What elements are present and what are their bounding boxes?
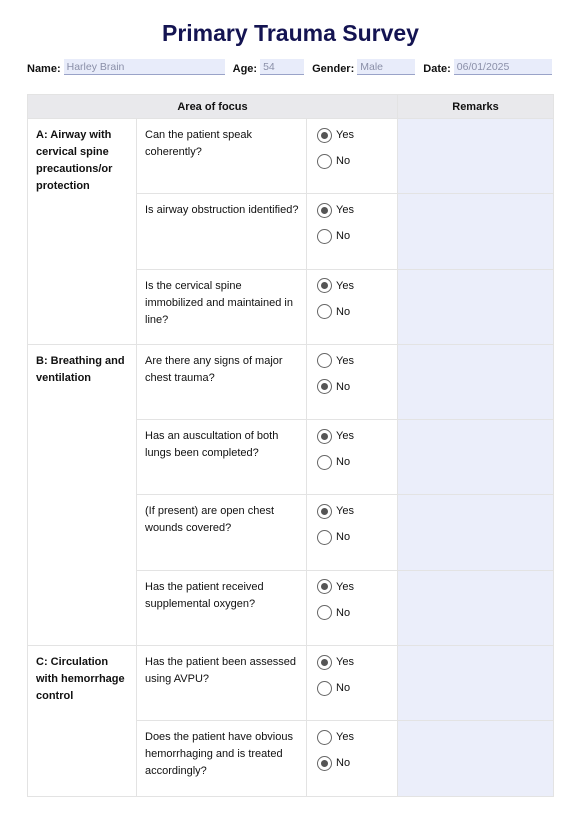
radio-label-yes: Yes — [336, 129, 354, 141]
question-text: Is airway obstruction identified? — [137, 194, 307, 269]
remarks-field[interactable] — [398, 344, 554, 419]
table-row — [28, 344, 554, 419]
radio-label-yes: Yes — [336, 731, 354, 744]
remarks-field[interactable] — [398, 495, 554, 570]
section-title: A: Airway with cervical spine precautions/or protection — [28, 119, 137, 345]
question-text: (If present) are open chest wounds covered? — [137, 495, 307, 570]
radio-label-no: No — [336, 380, 351, 393]
table-row — [28, 646, 554, 721]
radio-label-yes: Yes — [336, 354, 354, 367]
radio-label-no: No — [336, 305, 351, 318]
radio-no[interactable] — [317, 304, 332, 319]
answer-radio-group — [307, 721, 398, 796]
radio-label-no: No — [336, 230, 351, 243]
radio-label-yes: Yes — [336, 656, 354, 669]
radio-yes[interactable] — [317, 353, 332, 368]
question-text: Has the patient been assessed using AVPU? — [137, 646, 307, 721]
remarks-field[interactable] — [398, 194, 554, 269]
answer-radio-group — [307, 194, 398, 269]
radio-no-checked[interactable] — [317, 379, 332, 394]
radio-label-yes: Yes — [336, 580, 354, 593]
radio-option-yes[interactable] — [317, 427, 397, 445]
header-remarks: Remarks — [398, 95, 554, 119]
radio-option-no[interactable] — [317, 453, 397, 471]
patient-info-row — [27, 57, 552, 75]
radio-no[interactable] — [317, 229, 332, 244]
question-text: Does the patient have obvious hemorrhaging and is treated accordingly? — [137, 721, 307, 796]
name-field[interactable]: Harley Brain — [64, 59, 225, 75]
age-label: Age: — [232, 63, 258, 75]
radio-label-yes: Yes — [336, 204, 354, 217]
radio-yes-checked[interactable] — [317, 504, 332, 519]
remarks-field[interactable] — [398, 269, 554, 344]
page-title: Primary Trauma Survey — [162, 20, 419, 46]
name-label: Name: — [27, 63, 61, 75]
radio-label-no: No — [336, 757, 351, 770]
radio-yes-checked[interactable] — [317, 429, 332, 444]
question-text: Are there any signs of major chest trauma? — [137, 344, 307, 419]
radio-yes-checked[interactable] — [317, 655, 332, 670]
remarks-field[interactable] — [398, 721, 554, 796]
radio-label-yes: Yes — [336, 430, 354, 443]
radio-no[interactable] — [317, 455, 332, 470]
remarks-field[interactable] — [398, 646, 554, 721]
gender-field[interactable]: Male — [357, 59, 415, 75]
question-text: Has an auscultation of both lungs been completed? — [137, 420, 307, 495]
answer-radio-group — [307, 119, 398, 194]
section-title: C: Circulation with hemorrhage control — [28, 646, 137, 797]
answer-radio-group — [307, 269, 398, 344]
radio-label-yes: Yes — [336, 505, 354, 518]
question-text: Has the patient received supplemental oxygen? — [137, 570, 307, 645]
radio-option-no[interactable] — [317, 378, 397, 396]
radio-label-no: No — [336, 682, 351, 695]
radio-option-yes[interactable] — [317, 277, 397, 295]
radio-label-no: No — [336, 155, 351, 167]
header-area-of-focus: Area of focus — [28, 95, 398, 119]
table-row — [28, 119, 554, 194]
radio-option-no[interactable] — [317, 303, 397, 321]
radio-option-yes[interactable] — [317, 578, 397, 596]
radio-option-yes[interactable] — [317, 201, 397, 219]
radio-option-no[interactable] — [317, 152, 397, 170]
radio-option-no[interactable] — [317, 604, 397, 622]
radio-label-yes: Yes — [336, 279, 354, 292]
radio-option-yes[interactable] — [317, 728, 397, 746]
radio-yes-checked[interactable] — [317, 203, 332, 218]
radio-option-yes[interactable] — [317, 352, 397, 370]
answer-radio-group — [307, 570, 398, 645]
radio-option-no[interactable] — [317, 754, 397, 772]
age-field[interactable]: 54 — [260, 59, 304, 75]
radio-no[interactable] — [317, 530, 332, 545]
answer-radio-group — [307, 495, 398, 570]
remarks-field[interactable] — [398, 119, 554, 194]
radio-label-no: No — [336, 606, 351, 619]
remarks-field[interactable] — [398, 420, 554, 495]
answer-radio-group — [307, 646, 398, 721]
radio-no[interactable] — [317, 154, 332, 169]
radio-option-no[interactable] — [317, 227, 397, 245]
radio-option-no[interactable] — [317, 528, 397, 546]
answer-radio-group — [307, 344, 398, 419]
radio-label-no: No — [336, 456, 351, 469]
radio-yes-checked[interactable] — [317, 278, 332, 293]
radio-option-yes[interactable] — [317, 502, 397, 520]
date-label: Date: — [423, 63, 451, 75]
radio-no[interactable] — [317, 605, 332, 620]
answer-radio-group — [307, 420, 398, 495]
radio-option-no[interactable] — [317, 679, 397, 697]
section-title: B: Breathing and ventilation — [28, 344, 137, 645]
radio-option-yes[interactable] — [317, 653, 397, 671]
remarks-field[interactable] — [398, 570, 554, 645]
radio-label-no: No — [336, 531, 351, 544]
radio-option-yes[interactable] — [317, 126, 397, 144]
question-text: Is the cervical spine immobilized and maintained in line? — [137, 269, 307, 344]
radio-yes-checked[interactable] — [317, 128, 332, 143]
radio-yes[interactable] — [317, 730, 332, 745]
radio-no[interactable] — [317, 681, 332, 696]
date-field[interactable]: 06/01/2025 — [454, 59, 552, 75]
gender-label: Gender: — [312, 63, 355, 75]
question-text: Can the patient speak coherently? — [137, 119, 307, 194]
radio-no-checked[interactable] — [317, 756, 332, 771]
radio-yes-checked[interactable] — [317, 579, 332, 594]
survey-table — [27, 94, 554, 797]
